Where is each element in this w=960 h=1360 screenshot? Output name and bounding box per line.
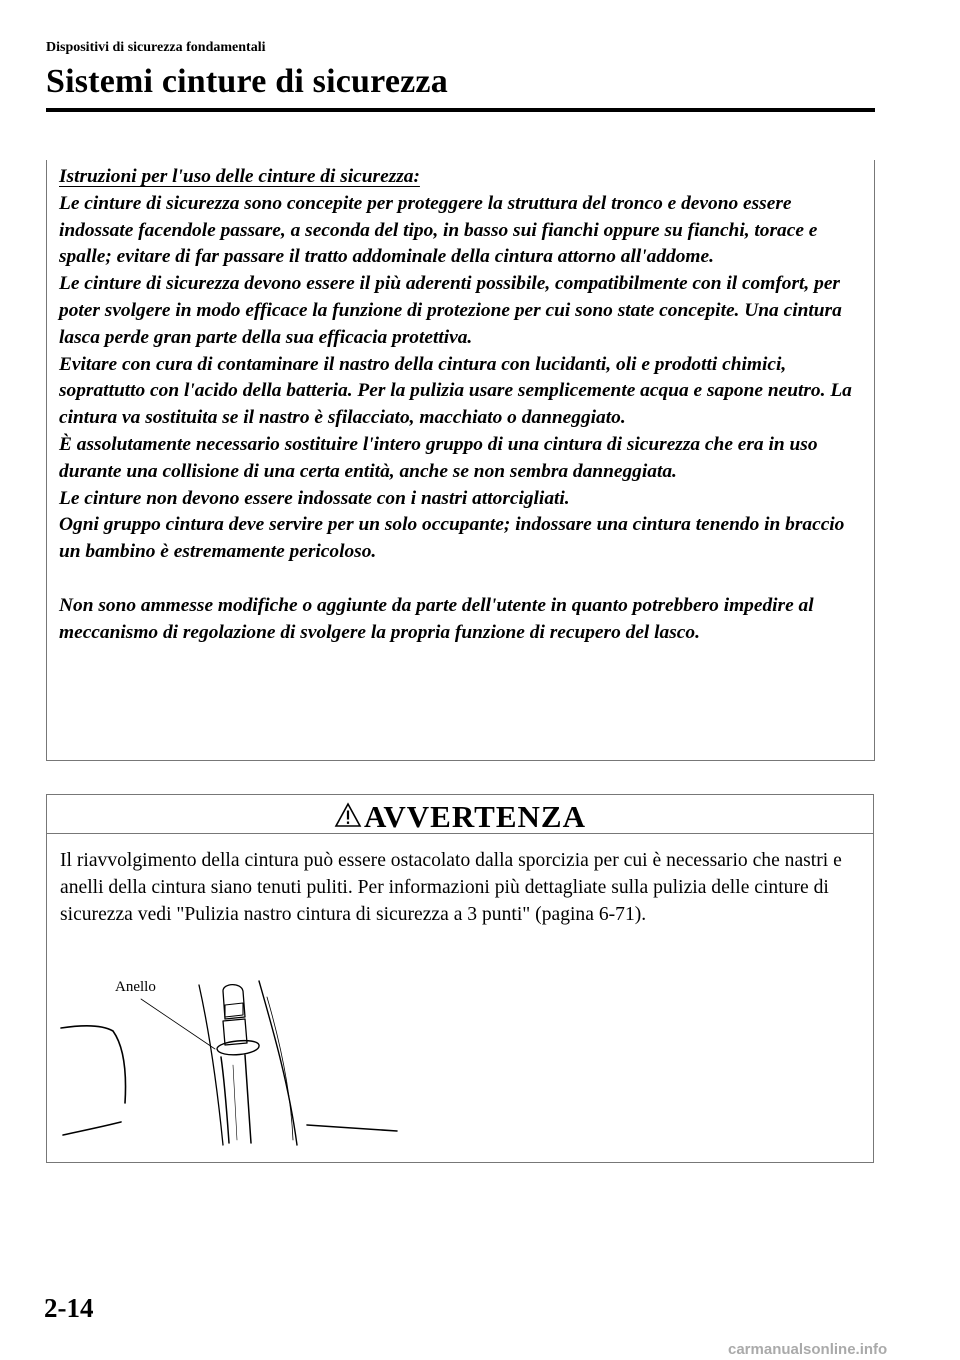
warning-box: [46, 794, 874, 1163]
notice-paragraph: Ogni gruppo cintura deve servire per un solo occupante; indossare una cintura tenendo in braccio un bambino è estremamente pericoloso.: [59, 514, 845, 563]
seatbelt-ring-illustration: [57, 975, 417, 1150]
paragraph-spacer: [59, 566, 864, 593]
watermark: carmanualsonline.info: [728, 1341, 888, 1358]
notice-paragraph: Le cinture non devono essere indossate con i nastri attorcigliati.: [59, 487, 570, 509]
continued-notice-text: [59, 164, 864, 646]
notice-paragraph: Evitare con cura di contaminare il nastro della cintura con lucidanti, oli e prodotti chimici, soprattutto con l'acido della batteria. Per la pulizia usare semplicemente acqua e sapone neutro. La cintura va sostituita se il nastro è sfilacciato, macchiato o danneggiato.: [59, 353, 852, 429]
warning-triangle-icon: [334, 802, 362, 828]
warning-text: Il riavvolgimento della cintura può essere ostacolato dalla sporcizia per cui è necessario che nastri e anelli della cintura siano tenuti puliti. Per informazioni più dettagliate sulla pulizia delle cinture di sicurezza vedi "Pulizia nastro cintura di sicurezza a 3 punti" (pagina 6-71).: [60, 850, 842, 925]
title-rule: [46, 108, 875, 112]
warning-title: AVVERTENZA: [364, 799, 586, 834]
notice-heading: Istruzioni per l'uso delle cinture di sicurezza:: [59, 166, 420, 187]
notice-final-paragraph: Non sono ammesse modifiche o aggiunte da parte dell'utente in quanto potrebbero impedire al meccanismo di regolazione di svolgere la propria funzione di recupero del lasco.: [59, 594, 814, 643]
page-number: 2-14: [44, 1293, 94, 1323]
ring-label: Anello: [115, 979, 156, 995]
notice-paragraph: Le cinture di sicurezza sono concepite per proteggere la struttura del tronco e devono essere indossate facendole passare, a seconda del tipo, in basso sui fianchi oppure su fianchi, torace e spalle; evitare di far passare il tratto addominale della cintura attorno all'addome.: [59, 192, 818, 268]
warning-header: [47, 795, 873, 834]
notice-paragraph: Le cinture di sicurezza devono essere il più aderenti possibile, compatibilmente con il comfort, per poter svolgere in modo efficace la funzione di protezione per cui sono state concepite. Una cintura lasca perde gran parte della sua efficacia protettiva.: [59, 273, 842, 348]
page-title: Sistemi cinture di sicurezza: [46, 63, 448, 100]
seatbelt-drawing: [57, 975, 417, 1150]
continued-notice-box: [46, 160, 875, 761]
breadcrumb: Dispositivi di sicurezza fondamentali: [46, 40, 266, 55]
notice-paragraph: È assolutamente necessario sostituire l'intero gruppo di una cintura di sicurezza che era in uso durante una collisione di una certa entità, anche se non sembra danneggiata.: [59, 433, 818, 482]
